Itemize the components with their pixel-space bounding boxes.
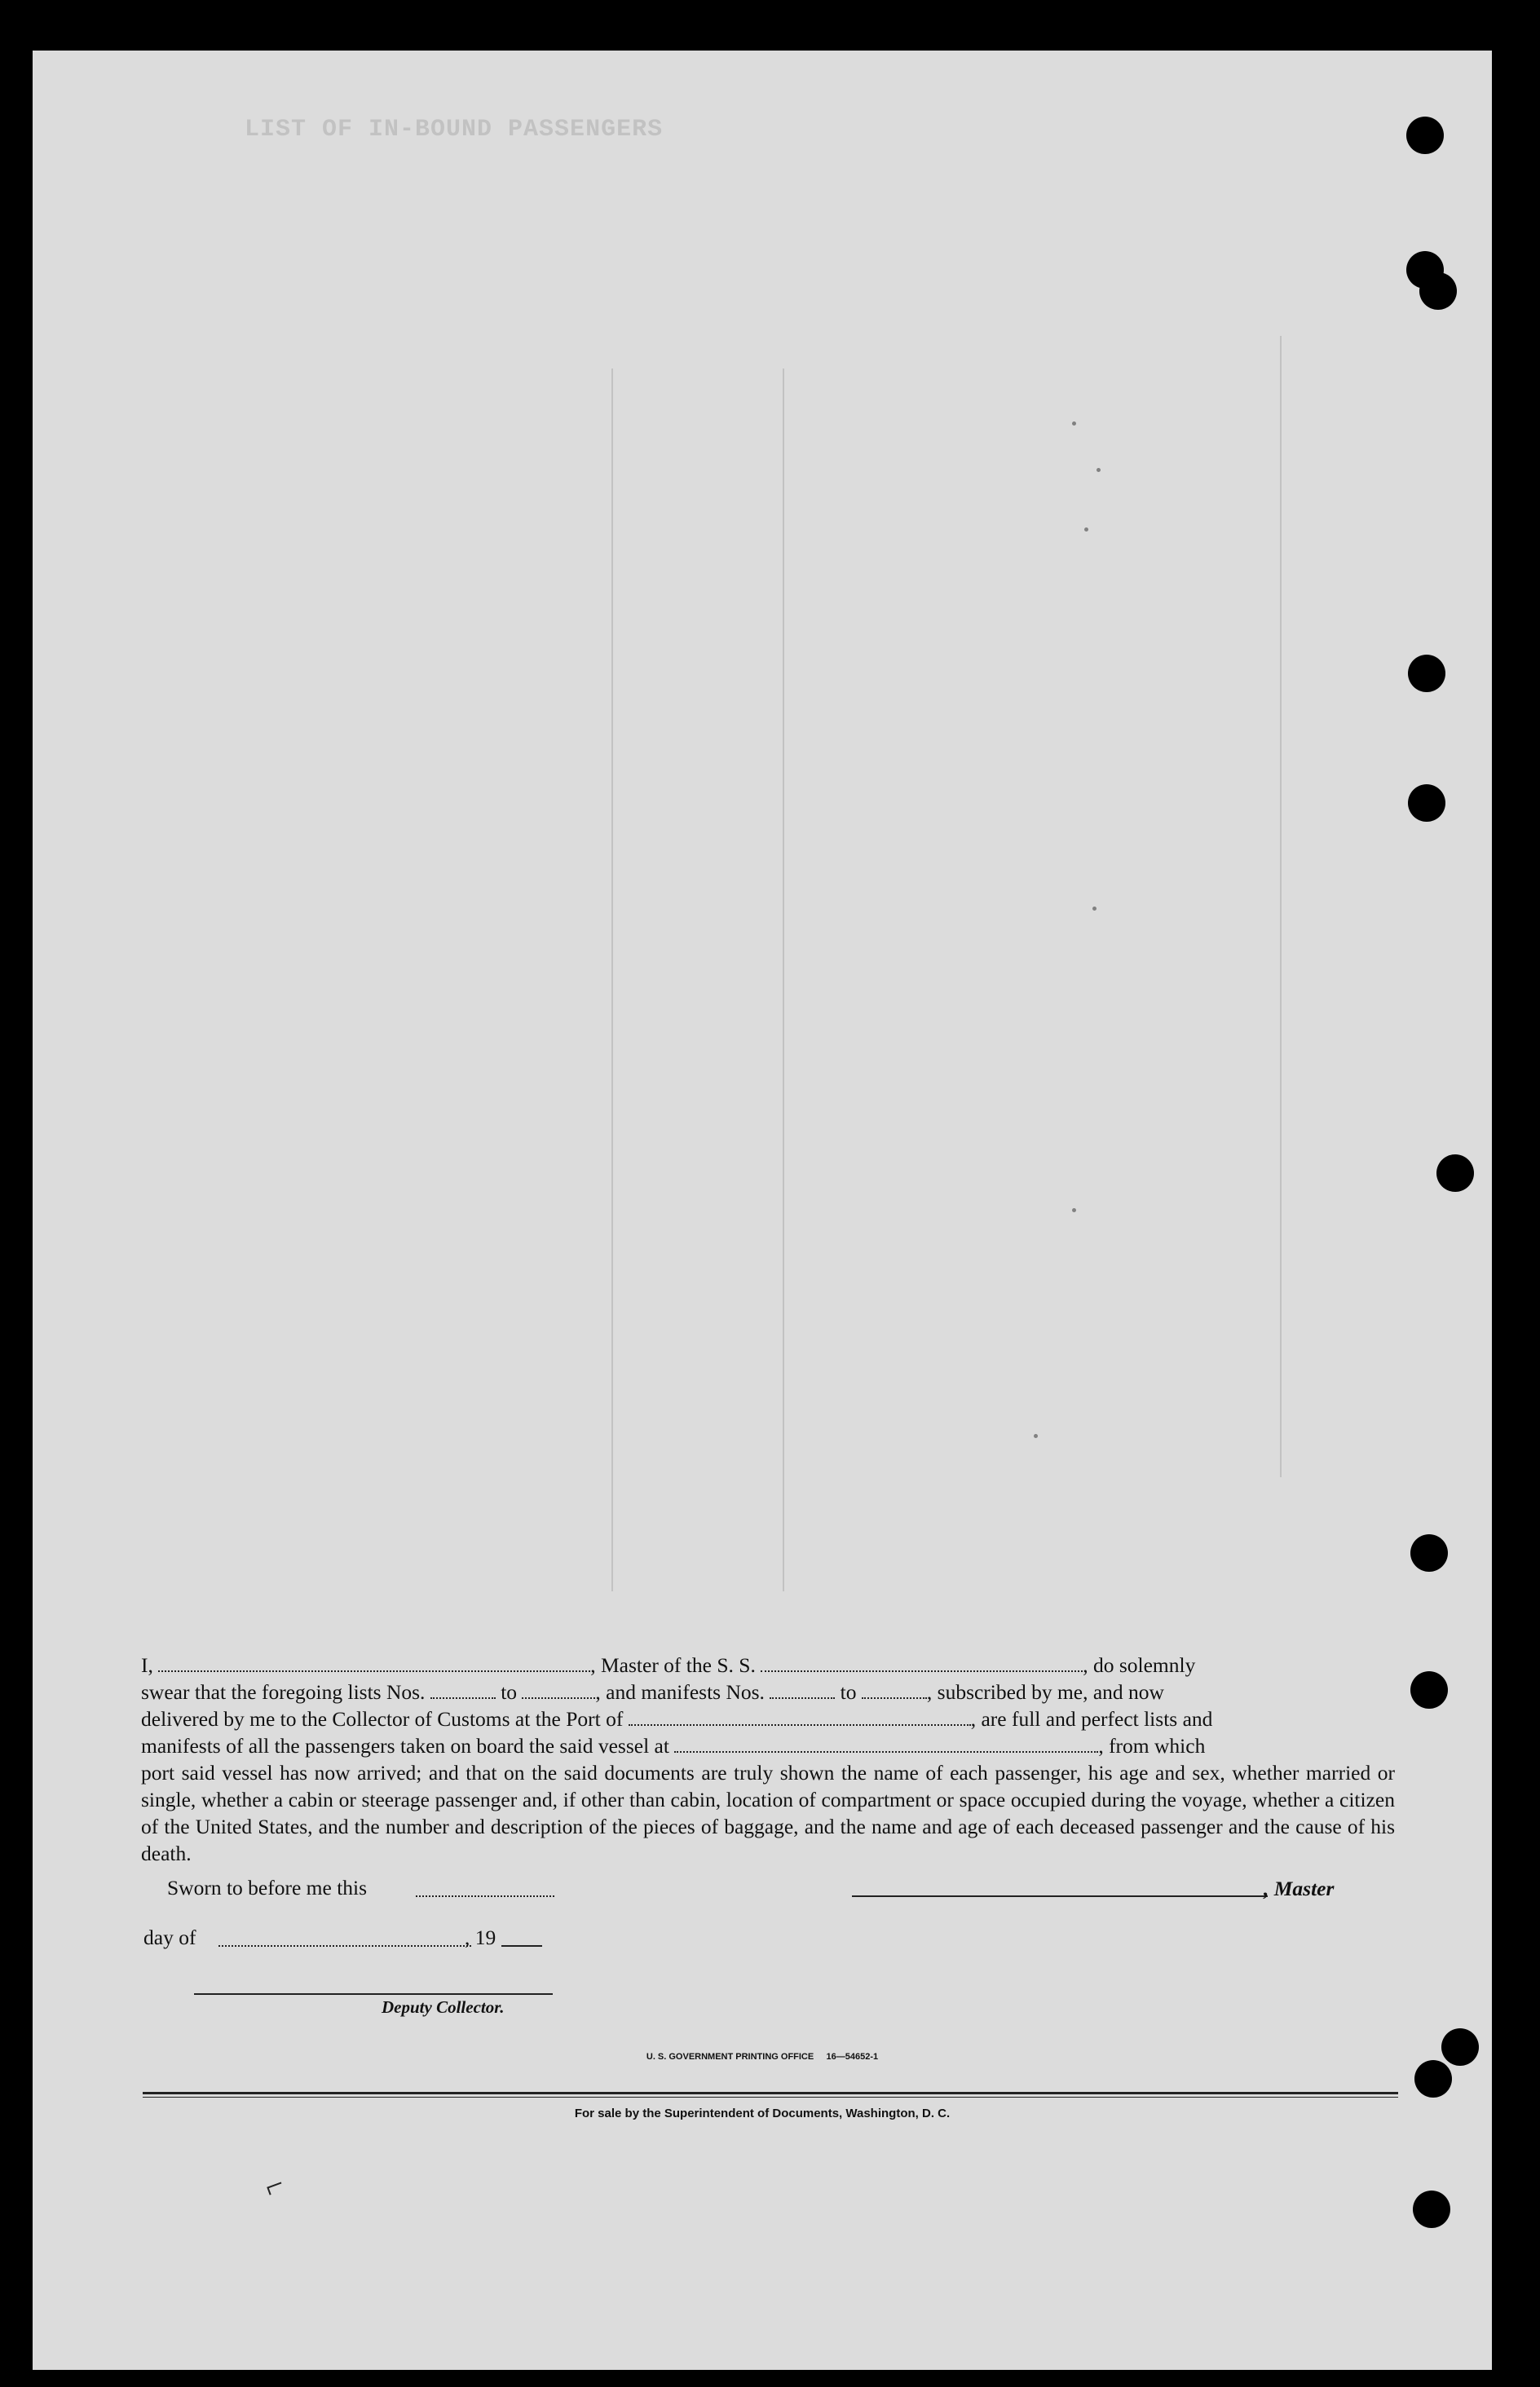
footer-rule xyxy=(143,2092,1398,2094)
oath-line-2 xyxy=(141,1679,1395,1705)
punch-hole xyxy=(1408,655,1445,692)
speck xyxy=(1097,468,1101,472)
printing-office-imprint: U. S. GOVERNMENT PRINTING OFFICE 16—54652-1 xyxy=(646,2052,879,2062)
oath-text: I, xyxy=(141,1653,153,1677)
master-name-blank[interactable] xyxy=(158,1654,590,1672)
oath-text: , from which xyxy=(1098,1734,1206,1758)
oath-text: to xyxy=(840,1680,857,1704)
master-signature-line[interactable] xyxy=(852,1895,1268,1897)
manifest-from-blank[interactable] xyxy=(770,1681,835,1699)
oath-text: , subscribed by me, and now xyxy=(926,1680,1164,1704)
oath-text: , and manifests Nos. xyxy=(595,1680,765,1704)
bleed-through-column-line xyxy=(1280,336,1282,1477)
manifest-to-blank[interactable] xyxy=(862,1681,927,1699)
speck xyxy=(1084,527,1088,532)
oath-line-1 xyxy=(141,1652,1395,1679)
punch-hole xyxy=(1413,2191,1450,2228)
list-from-blank[interactable] xyxy=(430,1681,496,1699)
deputy-collector-label: Deputy Collector. xyxy=(382,1997,505,2017)
punch-hole xyxy=(1408,784,1445,822)
master-label: , Master xyxy=(1264,1877,1335,1900)
for-sale-note: For sale by the Superintendent of Documents, Washington, D. C. xyxy=(574,2107,951,2120)
bleed-through-column-line xyxy=(783,368,784,1591)
punch-hole xyxy=(1436,1154,1474,1192)
oath-line-4 xyxy=(141,1732,1395,1759)
oath-text: , are full and perfect lists and xyxy=(970,1707,1213,1731)
speck xyxy=(1092,907,1097,911)
oath-text: delivered by me to the Collector of Customs at the Port of xyxy=(141,1707,624,1731)
departure-port-blank[interactable] xyxy=(674,1735,1098,1753)
oath-text: to xyxy=(501,1680,518,1704)
punch-hole xyxy=(1410,1671,1448,1709)
deputy-collector-signature-line[interactable] xyxy=(194,1993,553,1995)
speck xyxy=(1034,1434,1038,1438)
oath-body: port said vessel has now arrived; and that on the said documents are truly shown the name of each passenger, his age and sex, whether married or single, whether a cabin or steerage passenger and, if other than cabin, location of compartment or space occupied during the voyage, whether a citizen of the United States, and the number and description of the pieces of baggage, and the name and age of each deceased passenger and the cause of his death. xyxy=(141,1761,1395,1865)
sworn-day-blank[interactable] xyxy=(416,1895,554,1897)
punch-hole xyxy=(1410,1534,1448,1572)
speck xyxy=(1072,421,1076,426)
day-of-label: day of xyxy=(143,1926,196,1949)
punch-hole xyxy=(1441,2028,1479,2066)
oath-text: swear that the foregoing lists Nos. xyxy=(141,1680,426,1704)
footer-rule xyxy=(143,2097,1398,2098)
punch-hole xyxy=(1406,117,1444,154)
document-sheet xyxy=(33,51,1492,2370)
year-prefix: , 19 xyxy=(465,1926,496,1949)
punch-hole xyxy=(1419,272,1457,310)
bleed-through-title: LIST OF IN-BOUND PASSENGERS xyxy=(245,116,664,143)
list-to-blank[interactable] xyxy=(522,1681,595,1699)
oath-text: , Master of the S. S. xyxy=(590,1653,756,1677)
bleed-through-column-line xyxy=(611,368,613,1591)
vessel-name-blank[interactable] xyxy=(761,1654,1083,1672)
oath-text: manifests of all the passengers taken on board the said vessel at xyxy=(141,1734,669,1758)
pen-mark: ⌐ xyxy=(258,2164,289,2206)
oath-text: , do solemnly xyxy=(1083,1653,1196,1677)
day-of-blank[interactable] xyxy=(218,1945,471,1947)
year-blank[interactable] xyxy=(501,1945,542,1947)
oath-paragraph xyxy=(141,1652,1395,1867)
punch-hole xyxy=(1414,2060,1452,2098)
port-blank[interactable] xyxy=(629,1708,971,1726)
speck xyxy=(1072,1208,1076,1212)
sworn-label: Sworn to before me this xyxy=(167,1876,368,1899)
oath-line-3 xyxy=(141,1705,1395,1732)
